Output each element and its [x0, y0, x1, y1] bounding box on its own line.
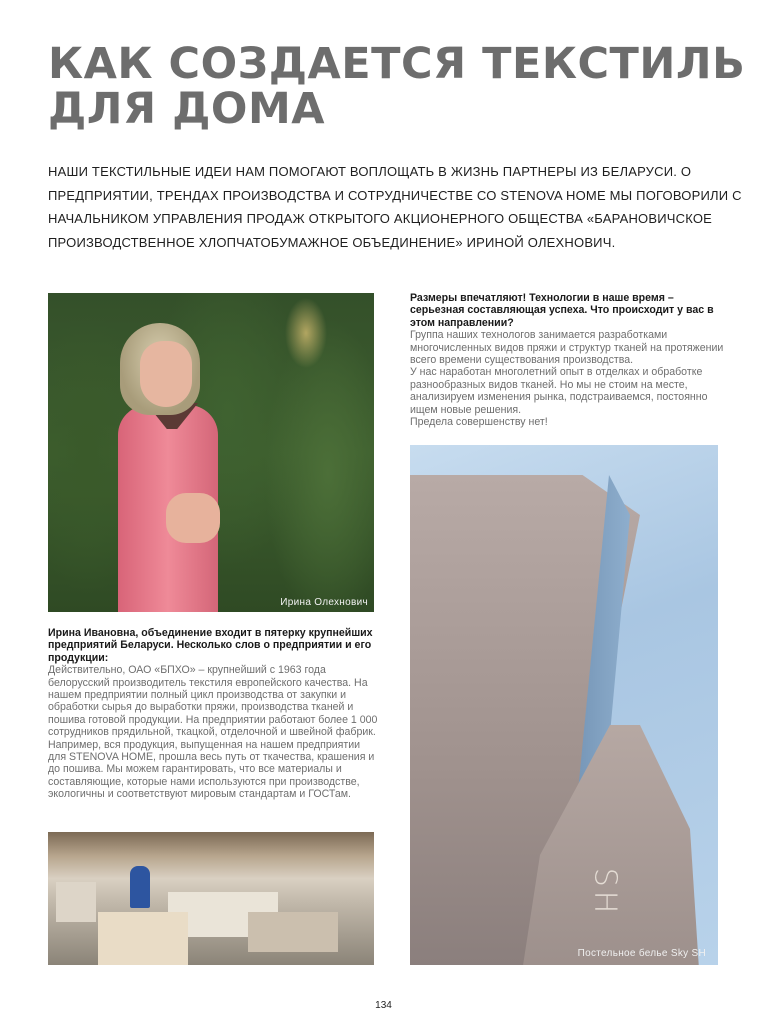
interview-answer: Предела совершенству нет! — [410, 416, 548, 429]
linen-caption: Постельное белье Sky SH — [577, 948, 706, 959]
loom-machine — [98, 912, 188, 965]
loom-machine — [56, 882, 96, 922]
interview-question: Размеры впечатляют! Технологии в наше время – серьезная составляющая успеха. Что происходит у вас в этом направлении? — [410, 292, 714, 329]
portrait-caption: Ирина Олехнович — [280, 597, 368, 608]
interview-question: Ирина Ивановна, объединение входит в пятерку крупнейших предприятий Беларуси. Несколько слов о предприятии и его продукции: — [48, 627, 373, 664]
factory-worker — [130, 866, 150, 908]
loom-machine — [248, 912, 338, 952]
interview-right-column — [410, 292, 730, 428]
page-number: 134 — [375, 1000, 392, 1011]
interview-answer: Например, вся продукция, выпущенная на нашем предприятии для STENOVA HOME, прошла весь путь от ткачества, крашения и до пошива. Мы можем гарантировать, что все материалы и составляющие, которые нами используются при производстве, экологичны и соответствуют мировым стандартам и ГОСТам. — [48, 738, 375, 801]
interview-left-column — [48, 627, 378, 801]
monogram-embroidery: SH — [587, 867, 623, 918]
bed-linen-photo — [410, 445, 718, 965]
article-lead: НАШИ ТЕКСТИЛЬНЫЕ ИДЕИ НАМ ПОМОГАЮТ ВОПЛОЩАТЬ В ЖИЗНЬ ПАРТНЕРЫ ИЗ БЕЛАРУСИ. О ПРЕДПРИЯТИИ, ТРЕНДАХ ПРОИЗВОДСТВА И СОТРУДНИЧЕСТВЕ СО STENOVA HOME МЫ ПОГОВОРИЛИ С НАЧАЛЬНИКОМ УПРАВЛЕНИЯ ПРОДАЖ ОТКРЫТОГО АКЦИОНЕРНОГО ОБЩЕСТВА «БАРАНОВИЧСКОЕ ПРОИЗВОДСТВЕННОЕ ХЛОПЧАТОБУМАЖНОЕ ОБЪЕДИНЕНИЕ» ИРИНОЙ ОЛЕХНОВИЧ. — [48, 164, 742, 250]
portrait-face — [140, 341, 192, 407]
interview-answer: Группа наших технологов занимается разработками многочисленных видов пряжи и структур тканей на протяжении всего времени существования производства. — [410, 329, 724, 367]
portrait-photo — [48, 293, 374, 612]
article-title: КАК СОЗДАЕТСЯ ТЕКСТИЛЬ ДЛЯ ДОМА — [48, 39, 746, 134]
portrait-arm — [166, 493, 220, 543]
interview-answer: Действительно, ОАО «БПХО» – крупнейший с 1963 года белорусский производитель текстиля европейского качества. На нашем предприятии полный цикл производства от закупки и обработки сырья до выработки пряжи, производства тканей и пошива готовой продукции. На предприятии работают более 1 000 сотрудников прядильной, ткацкой, отделочной и швейной фабрик. — [48, 664, 378, 739]
factory-photo — [48, 832, 374, 965]
interview-answer: У нас наработан многолетний опыт в отделках и обработке разнообразных видов тканей. Но мы не стоим на месте, анализируем изменения рынка, подстраиваемся, постоянно ищем новые решения. — [410, 366, 708, 416]
